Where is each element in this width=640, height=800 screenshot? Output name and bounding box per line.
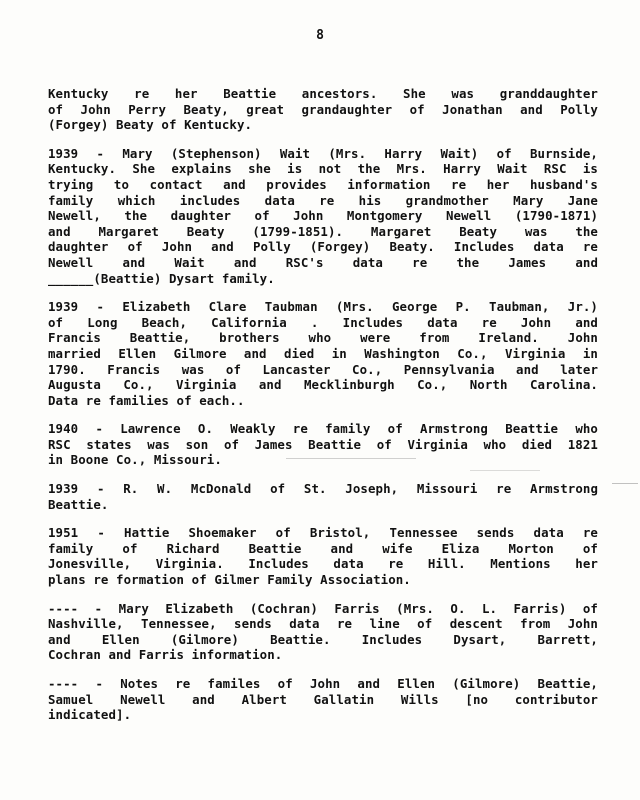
- entry-line: Samuel Newell and Albert Gallatin Wills [no contributor: [48, 691, 598, 707]
- entry-line: of John Perry Beaty, great grandaughter of Jonathan and Polly: [48, 101, 598, 117]
- entry-paragraph: [48, 525, 598, 587]
- entry-line: Kentucky. She explains she is not the Mrs. Harry Wait RSC is: [48, 161, 598, 177]
- entry-line: plans re formation of Gilmer Family Association.: [48, 572, 411, 588]
- entry-line: Francis Beattie, brothers who were from Ireland. John: [48, 330, 598, 346]
- entry-line: Kentucky re her Beattie ancestors. She was granddaughter: [48, 86, 598, 101]
- entry-line: 1939 - Mary (Stephenson) Wait (Mrs. Harry Wait) of Burnside,: [48, 145, 598, 161]
- scan-mark: [470, 470, 540, 471]
- entry-line: Newell, the daughter of John Montgomery Newell (1790-1871): [48, 208, 598, 224]
- entry-paragraph: [48, 146, 598, 286]
- entry-line: Newell and Wait and RSC's data re the James and: [48, 254, 598, 270]
- entry-line: Augusta Co., Virginia and Mecklinburgh Co., North Carolina.: [48, 377, 598, 393]
- entry-line: 1939 - R. W. McDonald of St. Joseph, Missouri re Armstrong: [48, 481, 598, 497]
- entry-line: Cochran and Farris information.: [48, 647, 283, 663]
- entry-line: of Long Beach, California . Includes data re John and: [48, 314, 598, 330]
- entry-line: and Margaret Beaty (1799-1851). Margaret Beaty was the: [48, 223, 598, 239]
- scan-mark: [286, 458, 416, 459]
- entry-line: family of Richard Beattie and wife Eliza Morton of: [48, 540, 598, 556]
- entry-line: 1951 - Hattie Shoemaker of Bristol, Tennessee sends data re: [48, 525, 598, 541]
- entry-line: ______(Beattie) Dysart family.: [48, 270, 275, 286]
- entry-line: Data re families of each..: [48, 392, 245, 408]
- entry-line: Beattie.: [48, 496, 109, 512]
- entry-line: ---- - Mary Elizabeth (Cochran) Farris (Mrs. O. L. Farris) of: [48, 600, 598, 616]
- entry-line: Jonesville, Virginia. Includes data re Hill. Mentions her: [48, 556, 598, 572]
- entries-list: [48, 86, 598, 736]
- page-number: 8: [316, 28, 324, 43]
- entry-line: RSC states was son of James Beattie of Virginia who died 1821: [48, 436, 598, 452]
- entry-paragraph: [48, 601, 598, 663]
- entry-paragraph: [48, 676, 598, 723]
- entry-paragraph: [48, 299, 598, 408]
- entry-line: in Boone Co., Missouri.: [48, 452, 222, 468]
- entry-line: 1940 - Lawrence O. Weakly re family of Armstrong Beattie who: [48, 421, 598, 437]
- entry-line: daughter of John and Polly (Forgey) Beaty. Includes data re: [48, 239, 598, 255]
- scan-mark: [612, 483, 638, 484]
- entry-line: married Ellen Gilmore and died in Washington Co., Virginia in: [48, 345, 598, 361]
- entry-line: indicated].: [48, 707, 132, 723]
- entry-paragraph: [48, 421, 598, 468]
- entry-line: 1790. Francis was of Lancaster Co., Pennsylvania and later: [48, 361, 598, 377]
- entry-line: family which includes data re his grandmother Mary Jane: [48, 192, 598, 208]
- entry-paragraph: [48, 86, 598, 133]
- entry-line: and Ellen (Gilmore) Beattie. Includes Dysart, Barrett,: [48, 631, 598, 647]
- entry-line: trying to contact and provides information re her husband's: [48, 176, 598, 192]
- entry-line: 1939 - Elizabeth Clare Taubman (Mrs. George P. Taubman, Jr.): [48, 299, 598, 315]
- entry-line: Nashville, Tennessee, sends data re line of descent from John: [48, 616, 598, 632]
- entry-line: ---- - Notes re familes of John and Ellen (Gilmore) Beattie,: [48, 676, 598, 691]
- entry-paragraph: [48, 481, 598, 512]
- entry-line: (Forgey) Beaty of Kentucky.: [48, 117, 253, 133]
